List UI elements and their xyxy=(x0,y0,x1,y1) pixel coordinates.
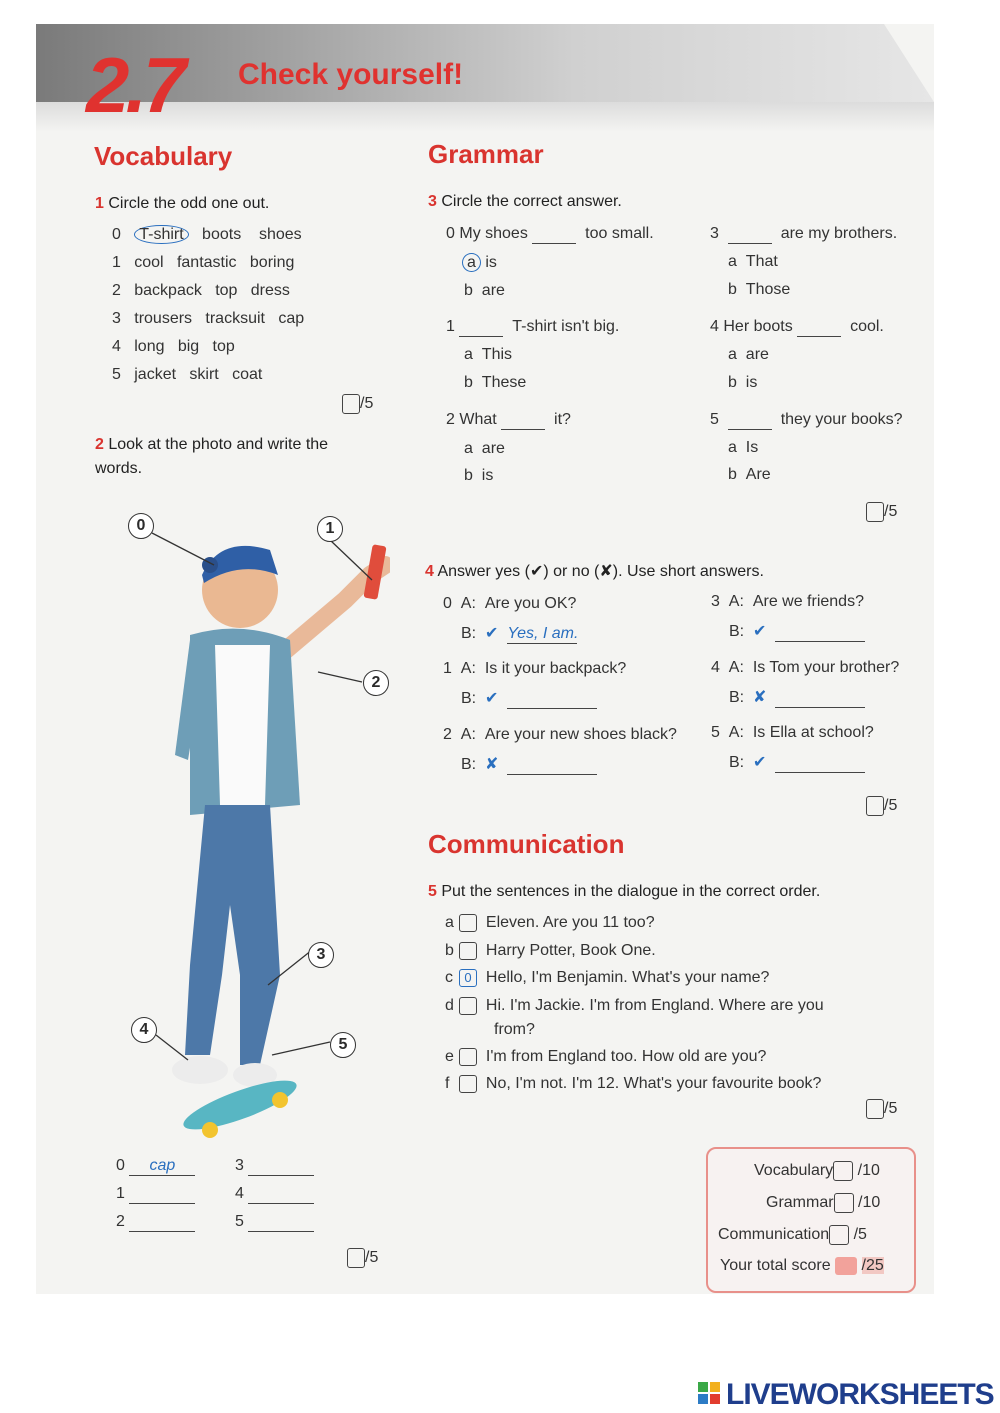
ex4-answer[interactable]: B: ✔ xyxy=(729,621,865,642)
photo-label-5: 5 xyxy=(330,1032,356,1058)
ex3-option[interactable]: a That xyxy=(728,253,778,270)
ex3-option[interactable]: b are xyxy=(464,282,505,299)
ex2-answer[interactable]: 3 xyxy=(235,1157,314,1176)
vocabulary-heading: Vocabulary xyxy=(94,141,233,171)
ex4-answer[interactable]: B: ✘ xyxy=(461,754,597,775)
ex3-option[interactable]: b is xyxy=(728,374,758,391)
ex3-question: 0 My shoes too small. xyxy=(446,225,654,242)
summary-total[interactable]: Your total score /25 xyxy=(720,1257,884,1275)
score-box[interactable] xyxy=(342,394,360,414)
photo-label-1: 1 xyxy=(317,516,343,542)
ex3-question: 4 Her boots cool. xyxy=(710,318,884,335)
ex2-answer[interactable]: 5 xyxy=(235,1213,314,1232)
liveworksheets-logo-icon xyxy=(698,1382,722,1406)
ex4-answer[interactable]: B: ✔ xyxy=(461,688,597,709)
summary-vocabulary[interactable]: Vocabulary /10 xyxy=(754,1162,880,1180)
score-box[interactable] xyxy=(866,502,884,522)
ex3-option[interactable]: b Are xyxy=(728,466,771,483)
ex3-question: 2 What it? xyxy=(446,411,571,428)
ex4-question: 0 A: Are you OK? xyxy=(443,595,577,612)
ex1-instruction: 1 Circle the odd one out. xyxy=(95,195,270,212)
ex2-answer[interactable]: 2 xyxy=(116,1213,195,1232)
summary-communication[interactable]: Communication /5 xyxy=(718,1226,867,1244)
ex5-score[interactable]: /5 xyxy=(866,1099,897,1119)
order-box[interactable] xyxy=(459,1075,477,1093)
ex3-score[interactable]: /5 xyxy=(866,502,897,522)
order-box[interactable] xyxy=(459,997,477,1015)
ex3-question: 5 they your books? xyxy=(710,411,903,428)
ex4-question: 1 A: Is it your backpack? xyxy=(443,660,627,677)
ex3-option[interactable]: a This xyxy=(464,346,513,363)
ex5-item[interactable]: f No, I'm not. I'm 12. What's your favourite book? xyxy=(445,1075,822,1093)
ex3-option[interactable]: b These xyxy=(464,374,527,391)
ex1-row[interactable]: 4 long big top xyxy=(112,338,235,355)
page-title: Check yourself! xyxy=(238,58,464,91)
photo-label-3: 3 xyxy=(308,942,334,968)
ex5-item[interactable]: b Harry Potter, Book One. xyxy=(445,942,656,960)
order-box[interactable]: 0 xyxy=(459,969,477,987)
ex5-instruction: 5 Put the sentences in the dialogue in the correct order. xyxy=(428,883,821,900)
ex2-answer[interactable]: 0 cap xyxy=(116,1157,195,1176)
ex5-item[interactable]: a Eleven. Are you 11 too? xyxy=(445,914,655,932)
ex3-option[interactable]: a is xyxy=(462,254,497,272)
ex2-score[interactable]: /5 xyxy=(347,1248,378,1268)
liveworksheets-logo[interactable]: LIVEWORKSHEETS xyxy=(726,1378,994,1411)
ex3-question: 3 are my brothers. xyxy=(710,225,898,242)
ex3-option[interactable]: b is xyxy=(464,467,494,484)
score-box[interactable] xyxy=(347,1248,365,1268)
score-box[interactable] xyxy=(866,1099,884,1119)
communication-heading: Communication xyxy=(428,829,625,859)
unit-number: 2.7 xyxy=(86,41,183,129)
ex5-item[interactable]: e I'm from England too. How old are you? xyxy=(445,1048,767,1066)
summary-grammar[interactable]: Grammar /10 xyxy=(766,1194,881,1212)
ex1-row[interactable]: 5 jacket skirt coat xyxy=(112,366,263,383)
ex4-answer[interactable]: B: ✔ Yes, I am. xyxy=(461,625,579,642)
ex1-row[interactable]: 1 cool fantastic boring xyxy=(112,254,295,271)
ex1-row[interactable]: 2 backpack top dress xyxy=(112,282,290,299)
order-box[interactable] xyxy=(459,914,477,932)
ex3-question: 1 T-shirt isn't big. xyxy=(446,318,620,335)
ex2-instruction: 2 Look at the photo and write the words. xyxy=(95,436,329,477)
ex4-instruction: 4 Answer yes (✔) or no (✘). Use short answers. xyxy=(425,563,764,580)
ex3-option[interactable]: a are xyxy=(728,346,769,363)
ex1-score[interactable]: /5 xyxy=(342,394,373,414)
ex4-question: 2 A: Are your new shoes black? xyxy=(443,726,677,743)
ex4-answer[interactable]: B: ✘ xyxy=(729,687,865,708)
ex4-question: 3 A: Are we friends? xyxy=(711,593,864,610)
ex3-option[interactable]: b Those xyxy=(728,281,791,298)
ex3-option[interactable]: a are xyxy=(464,440,505,457)
ex5-item[interactable]: d Hi. I'm Jackie. I'm from England. Where are you xyxy=(445,997,824,1015)
ex4-question: 5 A: Is Ella at school? xyxy=(711,724,874,741)
photo-label-4: 4 xyxy=(131,1017,157,1043)
ex4-score[interactable]: /5 xyxy=(866,796,897,816)
order-box[interactable] xyxy=(459,1048,477,1066)
ex4-answer[interactable]: B: ✔ xyxy=(729,752,865,773)
ex2-answer[interactable]: 4 xyxy=(235,1185,314,1204)
ex5-item-cont: from? xyxy=(494,1021,535,1038)
ex3-instruction: 3 Circle the correct answer. xyxy=(428,193,622,210)
grammar-heading: Grammar xyxy=(428,139,544,169)
ex4-question: 4 A: Is Tom your brother? xyxy=(711,659,900,676)
photo-label-0: 0 xyxy=(128,513,154,539)
score-box[interactable] xyxy=(866,796,884,816)
order-box[interactable] xyxy=(459,942,477,960)
ex3-option[interactable]: a Is xyxy=(728,439,759,456)
photo-label-2: 2 xyxy=(363,670,389,696)
ex5-item[interactable]: c 0 Hello, I'm Benjamin. What's your name? xyxy=(445,969,770,987)
ex2-answer[interactable]: 1 xyxy=(116,1185,195,1204)
ex1-row[interactable]: 3 trousers tracksuit cap xyxy=(112,310,305,327)
ex1-row[interactable]: 0 T-shirt boots shoes xyxy=(112,226,302,243)
